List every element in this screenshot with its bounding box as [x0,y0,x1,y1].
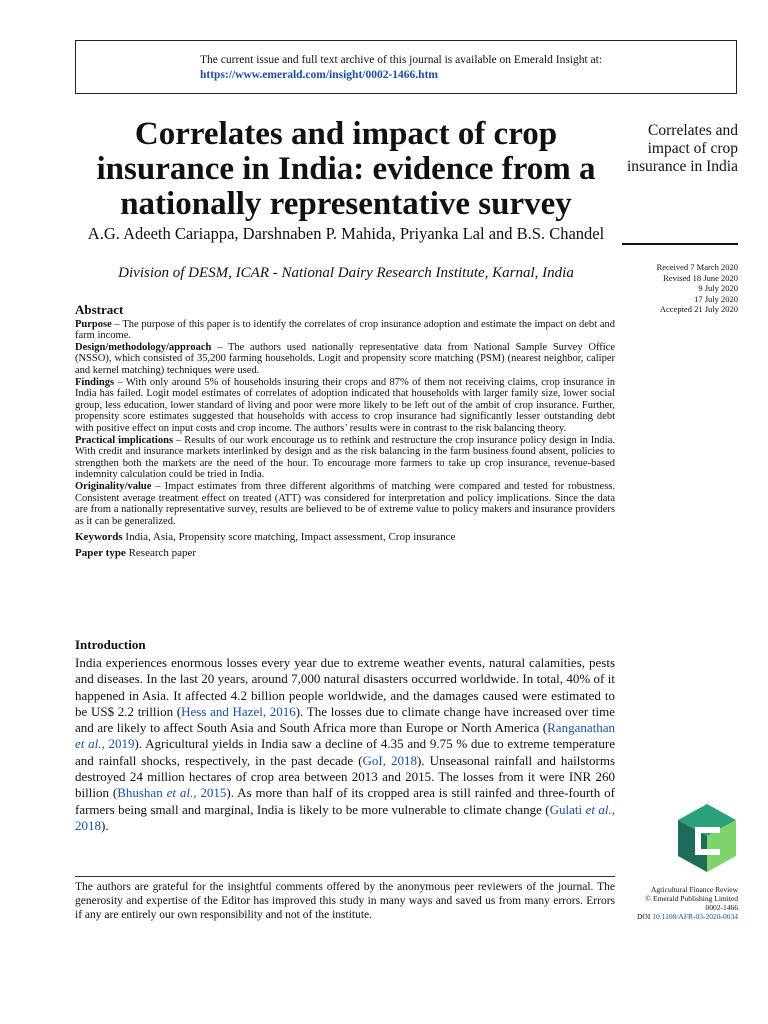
intro-text: India experiences enormous losses every year due to extreme weather events, natural calamities, pests and diseases. In the last 20 years, around 7,000 natural disasters occurred worldwide. In total, 40% of it happened in Asia. It affected 4.2 billion people worldwide, and the damages caused were estimated to be US$ 2.2 trillion ( [75,655,615,719]
publisher-copyright: © Emerald Publishing Limited [645,894,738,903]
citation-etal: et al. [75,736,102,752]
date-accepted: Accepted 21 July 2020 [659,304,738,314]
emerald-cube-logo-icon [676,802,738,874]
intro-text: ). Agricultural yields in India saw a decline of 4.35 and 9.75 % due to extreme temperature and rainfall shocks, respectively, in the past decade ( [75,736,615,768]
intro-text: ). As more than half of its cropped area is still rainfed and three-fourth of farmers being small and marginal, India is likely to be more vulnerable to climate change ( [75,785,615,817]
archive-url-link[interactable]: https://www.emerald.com/insight/0002-1466.htm [200,69,438,81]
abstract-findings [75,377,615,435]
article-title: Correlates and impact of crop insurance in India: evidence from a nationally representative survey [96,116,596,222]
originality-label: Originality/value [75,480,152,492]
abstract-keywords [75,531,615,544]
doi-link[interactable]: 10.1108/AFR-03-2020-0034 [652,912,738,921]
citation-year: , 2018 [75,801,616,833]
citation-author: Gulati [549,801,586,817]
journal-issn: 0002-1466 [705,903,738,912]
abstract-design [75,342,615,377]
article-affiliation: Division of DESM, ICAR - National Dairy Research Institute, Karnal, India [118,265,574,281]
intro-text: ). Unseasonal rainfall and hailstorms destroyed 24 million hectares of crop area between 2013 and 2015. The losses from it were INR 260 billion ( [75,752,616,801]
abstract-originality [75,481,615,527]
article-authors: A.G. Adeeth Cariappa, Darshnaben P. Mahida, Priyanka Lal and B.S. Chandel [87,224,605,243]
abstract-section [75,304,615,560]
keywords-label: Keywords [75,531,123,544]
abstract-practical [75,435,615,481]
date-revised-2: 9 July 2020 [698,283,738,293]
abstract-paper-type [75,547,615,560]
findings-label: Findings [75,376,115,388]
paper-type-text: Research paper [125,547,197,560]
date-received: Received 7 March 2020 [656,262,738,272]
design-label: Design/methodology/approach [75,341,212,353]
citation-author: Ranganathan [547,720,615,736]
archive-notice-text: The current issue and full text archive of this journal is available on Emerald Insight at: [200,54,603,66]
citation-author: Bhushan [117,785,167,801]
originality-text: – Impact estimates from three different algorithms of matching were compared and tested for robustness. Consistent average treatment effect on treated (ATT) was considered for interpretation and policy implications. Since the data are from a nationally representative survey, results are believed to be of extreme value to policy makers and insurance providers as it can be generalized. [75,480,615,527]
doi-label: DOI [637,912,651,921]
abstract-purpose [75,319,615,342]
publication-dates [600,262,738,315]
citation-year: , 2019 [101,736,135,752]
citation-etal: et al. [166,785,194,801]
citation-link[interactable]: Hess and Hazel, 2016 [181,703,296,719]
citation-link[interactable]: GoI, 2018 [362,752,418,768]
footnote-rule [75,876,615,877]
findings-text: – With only around 5% of households insuring their crops and 87% of them not receiving claims, crop insurance in India has failed. Logit model estimates of correlates of adoption indicated that households with larger family size, lower social group, less education, lower standard of living and poor were more likely to be left out of the ambit of crop insurance. Further, propensity score estimates suggested that households with access to crop insurance had significantly lesser outstanding debt with positive effect on input costs and crop income. The authors’ results were in contrast to the risk balancing theory. [75,376,615,434]
sidebar-rule [622,243,738,245]
keywords-text: India, Asia, Propensity score matching, Impact assessment, Crop insurance [122,531,456,544]
running-title: Correlates and impact of crop insurance in India [626,122,738,175]
practical-text: – Results of our work encourage us to rethink and restructure the crop insurance policy design in India. With credit and insurance markets interlinked by design and as the risk balancing in the farm business found absent, policies to strengthen both the markets are the need of the hour. To encourage more farmers to take up crop insurance, revenue-based indemnity calculation could be tried in India. [75,434,615,481]
practical-label: Practical implications [75,434,174,446]
introduction-heading: Introduction [75,637,146,652]
intro-text: ). [101,817,109,833]
date-revised-3: 17 July 2020 [694,293,738,304]
abstract-heading: Abstract [75,302,124,317]
citation-etal: et al. [585,801,612,817]
purpose-text: – The purpose of this paper is to identify the correlates of crop insurance adoption and estimate the impact on debt and farm income. [75,318,615,342]
citation-link[interactable] [117,785,226,800]
doi-line [600,912,738,921]
purpose-label: Purpose [75,318,112,330]
journal-info [600,885,738,921]
date-revised: Revised 18 June 2020 [663,272,738,283]
introduction-paragraph [75,655,615,834]
citation-year: , 2015 [193,785,227,801]
archive-notice-box [75,40,737,94]
journal-name: Agricultural Finance Review [650,885,738,894]
design-text: – The authors used nationally representative data from National Sample Survey Office (NSSO), which consisted of 35,200 farming households. Logit and propensity score matching (PSM) (nearest neighbor, caliper and kernel matching) techniques were used. [75,341,615,376]
paper-type-label: Paper type [75,547,126,560]
intro-text: ). The losses due to climate change have increased over time and are likely to affect South Asia and South Africa more than Europe or North America ( [75,703,616,736]
acknowledgement-footnote: The authors are grateful for the insightful comments offered by the anonymous peer reviewers of the journal. The generosity and expertise of the Editor has improved this study in many ways and saved us from many errors. Errors if any are entirely our own responsibility and not of the institute. [75,881,615,921]
